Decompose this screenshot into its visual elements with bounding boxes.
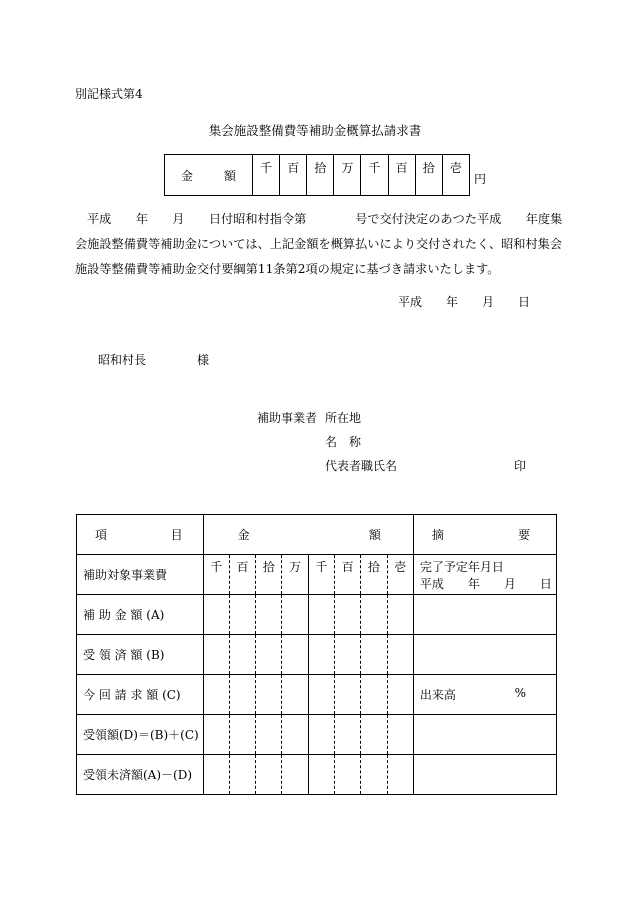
remark-completion-date-label: 完了予定年月日 [419, 559, 504, 574]
digit-cell[interactable] [282, 715, 308, 755]
digit-cell[interactable] [335, 595, 361, 635]
digit-cell[interactable] [308, 675, 334, 715]
page-title: 集会施設整備費等補助金概算払請求書 [208, 123, 422, 138]
header-remarks-a: 摘 [431, 528, 444, 542]
digit-cell[interactable] [203, 635, 229, 675]
digit-cell[interactable] [308, 755, 334, 795]
table-row [77, 595, 557, 635]
digit-cell[interactable] [282, 595, 308, 635]
header-item-a: 項 [95, 528, 108, 542]
digit-cell[interactable] [203, 675, 229, 715]
digit-cell[interactable] [256, 715, 282, 755]
form-id: 別記様式第4 [75, 87, 143, 101]
digit-cell[interactable] [308, 595, 334, 635]
digit-cell[interactable] [361, 635, 387, 675]
row-item: 受領額(D)＝(B)＋(C) [77, 715, 204, 755]
table-header-row [77, 515, 557, 555]
remark-progress-label: 出来高 [419, 688, 456, 702]
applicant-address-label: 所在地 [325, 411, 362, 425]
table-row [77, 555, 557, 595]
body-line-2: 会施設整備費等補助金については、上記金額を概算払いにより交付されたく、昭和村集会 [75, 237, 563, 251]
digit-cell[interactable] [203, 715, 229, 755]
amount-digit-cell[interactable]: 千 [361, 155, 388, 196]
date-line: 平成 年 月 日 [398, 295, 531, 309]
digit-cell[interactable] [282, 635, 308, 675]
amount-digit-cell[interactable]: 百 [280, 155, 307, 196]
header-amount-b: 額 [368, 528, 381, 542]
digit-cell[interactable] [361, 675, 387, 715]
applicant-role: 補助事業者 [257, 411, 318, 425]
digit-cell[interactable]: 百 [335, 555, 361, 595]
digit-cell[interactable] [335, 755, 361, 795]
table-row [77, 635, 557, 675]
request-body [75, 207, 565, 282]
amount-digit-cell[interactable]: 拾 [307, 155, 334, 196]
digit-cell[interactable] [256, 595, 282, 635]
row-remark[interactable] [413, 755, 556, 795]
applicant-rep-label: 代表者職氏名 [325, 459, 398, 473]
row-item: 補助対象事業費 [77, 555, 204, 595]
row-item: 今 回 請 求 額 (C) [77, 675, 204, 715]
digit-cell[interactable]: 百 [229, 555, 255, 595]
amount-digit-cell[interactable]: 千 [253, 155, 280, 196]
amount-box [164, 154, 470, 196]
digit-cell[interactable] [229, 635, 255, 675]
amount-digit-cell[interactable]: 百 [388, 155, 415, 196]
row-item: 受 領 済 額 (B) [77, 635, 204, 675]
body-line-3: 施設等整備費等補助金交付要綱第11条第2項の規定に基づき請求いたします。 [75, 262, 500, 276]
digit-cell[interactable]: 千 [203, 555, 229, 595]
digit-cell[interactable] [387, 595, 413, 635]
addressee-honorific: 様 [197, 353, 210, 367]
row-remark[interactable] [413, 635, 556, 675]
digit-cell[interactable] [282, 755, 308, 795]
row-remark[interactable] [413, 555, 556, 595]
header-remarks-b: 要 [517, 528, 530, 542]
digit-cell[interactable] [387, 635, 413, 675]
header-amount-a: 金 [237, 528, 250, 542]
digit-cell[interactable]: 拾 [361, 555, 387, 595]
table-row [77, 715, 557, 755]
digit-cell[interactable] [256, 675, 282, 715]
digit-cell[interactable]: 壱 [387, 555, 413, 595]
amount-digit-cell[interactable]: 拾 [415, 155, 442, 196]
addressee-name: 昭和村長 [98, 353, 147, 367]
digit-cell[interactable] [229, 675, 255, 715]
digit-cell[interactable] [229, 715, 255, 755]
header-item-b: 目 [170, 528, 183, 542]
digit-cell[interactable] [387, 715, 413, 755]
remark-completion-date-value: 平成 年 月 日 [419, 576, 552, 591]
digit-cell[interactable] [361, 595, 387, 635]
digit-cell[interactable] [335, 675, 361, 715]
amount-label-right: 額 [224, 168, 237, 183]
row-item: 補 助 金 額 (A) [77, 595, 204, 635]
amount-digit-cell[interactable]: 壱 [442, 155, 469, 196]
digit-cell[interactable] [361, 715, 387, 755]
digit-cell[interactable] [335, 635, 361, 675]
digit-cell[interactable] [361, 755, 387, 795]
seal-mark: 印 [514, 459, 527, 473]
digit-cell[interactable] [229, 755, 255, 795]
row-item: 受領未済額(A)－(D) [77, 755, 204, 795]
amount-digit-cell[interactable]: 万 [334, 155, 361, 196]
header-item [77, 515, 204, 555]
row-remark[interactable] [413, 675, 556, 715]
digit-cell[interactable] [282, 675, 308, 715]
digit-cell[interactable]: 拾 [256, 555, 282, 595]
table-row [77, 675, 557, 715]
digit-cell[interactable] [256, 635, 282, 675]
row-remark[interactable] [413, 595, 556, 635]
digit-cell[interactable] [387, 755, 413, 795]
table-row [77, 755, 557, 795]
amount-label-left: 金 [181, 168, 194, 183]
digit-cell[interactable] [229, 595, 255, 635]
digit-cell[interactable] [387, 675, 413, 715]
digit-cell[interactable]: 万 [282, 555, 308, 595]
applicant-name-label: 名 称 [325, 435, 362, 449]
digit-cell[interactable] [308, 715, 334, 755]
amount-unit: 円 [474, 172, 487, 186]
digit-cell[interactable] [203, 595, 229, 635]
header-remarks [413, 515, 556, 555]
amount-label [165, 155, 253, 196]
digit-cell[interactable] [335, 715, 361, 755]
digit-cell[interactable]: 千 [308, 555, 334, 595]
summary-table [76, 514, 557, 795]
body-line-1: 平成 年 月 日付昭和村指令第 号で交付決定のあつた平成 年度集 [87, 212, 563, 226]
digit-cell[interactable] [203, 755, 229, 795]
digit-cell[interactable] [308, 635, 334, 675]
row-remark[interactable] [413, 715, 556, 755]
remark-progress-unit: % [514, 686, 526, 700]
header-amount [203, 515, 413, 555]
digit-cell[interactable] [256, 755, 282, 795]
